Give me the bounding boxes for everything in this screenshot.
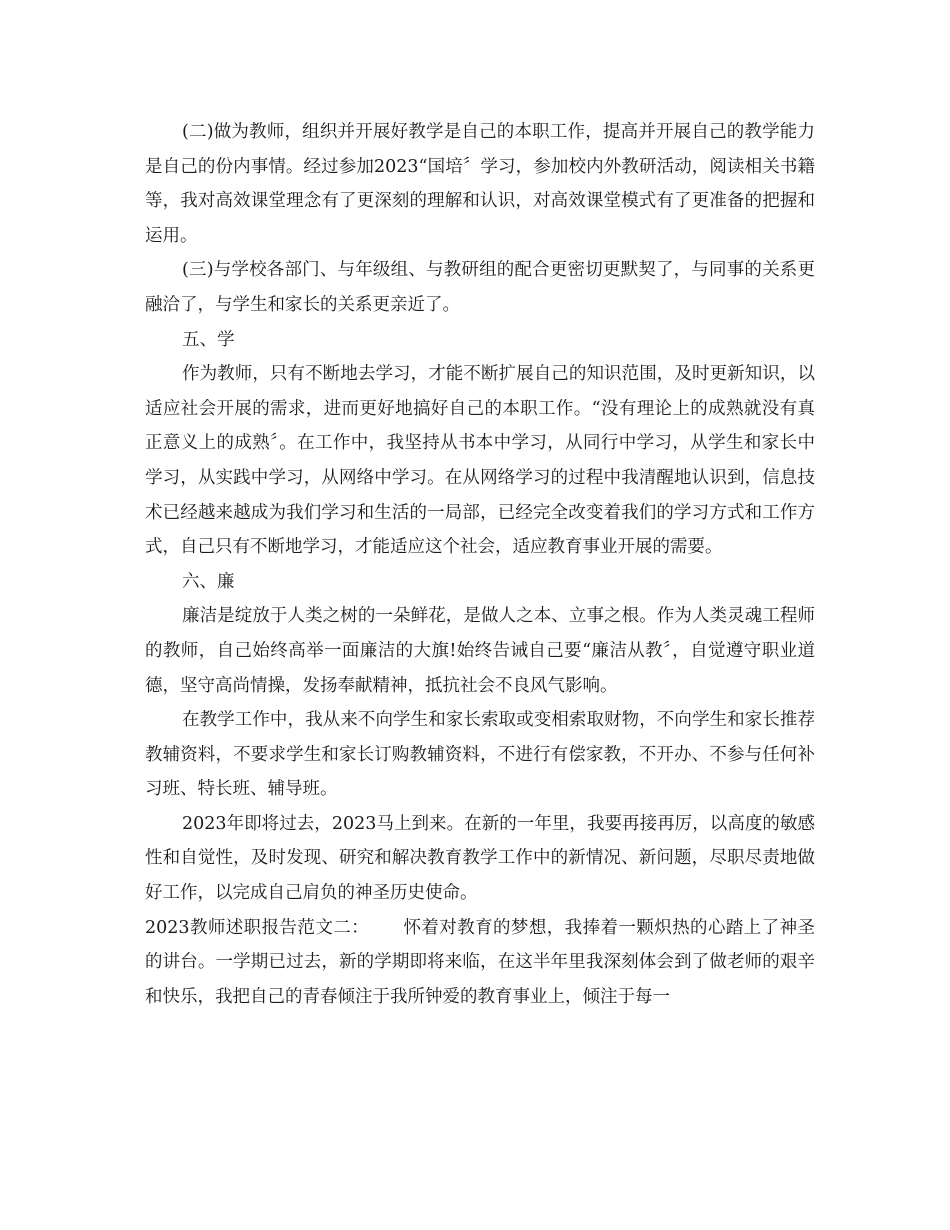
document-body — [145, 115, 815, 1014]
paragraph-cooperation: (三)与学校各部门、与年级组、与教研组的配合更密切更默契了，与同事的关系更融洽了，与学生和家长的关系更亲近了。 — [145, 260, 815, 315]
sample-two-text: 怀着对教育的梦想，我捧着一颗炽热的心踏上了神圣的讲台。一学期已过去，新的学期即将来临，在这半年里我深刻体会到了做老师的艰辛和快乐，我把自己的青春倾注于我所钟爱的教育事业上，倾注于每一 — [145, 917, 815, 1007]
sample-two-heading: 2023教师述职报告范文二： — [145, 917, 370, 938]
paragraph-new-year: 2023年即将过去，2023马上到来。在新的一年里，我要再接再厉，以高度的敏感性和自觉性，及时发现、研究和解决教育教学工作中的新情况、新问题，尽职尽责地做好工作，以完成自己肩负的神圣历史使命。 — [145, 813, 815, 904]
paragraph-study: 作为教师，只有不断地去学习，才能不断扩展自己的知识范围，及时更新知识，以适应社会开展的需求，进而更好地搞好自己的本职工作。“没有理论上的成熟就没有真正意义上的成熟〞。在工作中，我坚持从书本中学习，从同行中学习，从学生和家长中学习，从实践中学习，从网络中学习。在从网络学习的过程中我清醒地认识到，信息技术已经越来越成为我们学习和生活的一局部，已经完全改变着我们的学习方式和工作方式，自己只有不断地学习，才能适应这个社会，适应教育事业开展的需要。 — [145, 364, 815, 558]
section-heading-integrity: 六、廉 — [182, 571, 235, 592]
paragraph-teaching-ability: (二)做为教师，组织并开展好教学是自己的本职工作，提高并开展自己的教学能力是自己的份内事情。经过参加2023“国培〞学习，参加校内外教研活动，阅读相关书籍等，我对高效课堂理念有了更深刻的理解和认识，对高效课堂模式有了更准备的把握和运用。 — [145, 122, 815, 246]
paragraph-integrity: 廉洁是绽放于人类之树的一朵鲜花，是做人之本、立事之根。作为人类灵魂工程师的教师，自己始终高举一面廉洁的大旗!始终告诫自己要“廉洁从教〞，自觉遵守职业道德，坚守高尚情操，发扬奉献精神，抵抗社会不良风气影响。 — [145, 606, 815, 696]
paragraph-sample-two — [145, 911, 815, 1015]
section-heading-study: 五、学 — [182, 329, 235, 350]
paragraph-no-paid-tutoring: 在教学工作中，我从来不向学生和家长索取或变相索取财物，不向学生和家长推荐教辅资料，不要求学生和家长订购教辅资料，不进行有偿家教，不开办、不参与任何补习班、特长班、辅导班。 — [145, 710, 815, 800]
